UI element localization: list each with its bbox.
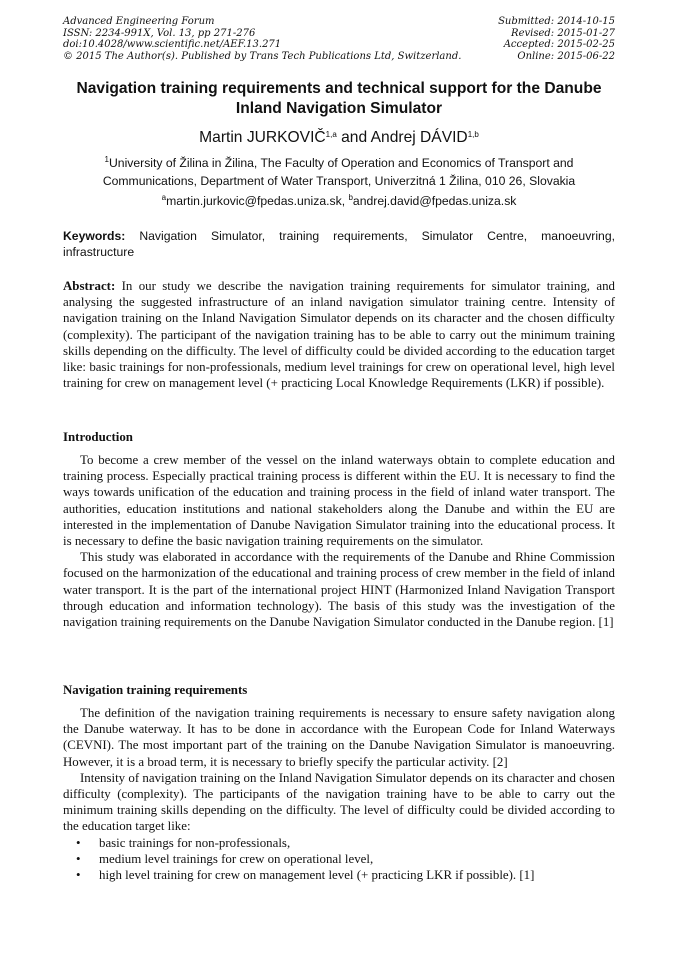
author-2-affil-mark: 1,b [467, 130, 479, 139]
author-emails [63, 193, 615, 209]
list-item-text: medium level trainings for crew on operational level, [99, 851, 374, 866]
bullet-mark: • [76, 835, 81, 850]
author-list [40, 128, 638, 147]
list-item [63, 851, 615, 867]
email-a-mark: a [161, 193, 167, 202]
affiliation-line-2: Communications, Department of Water Transport, Univerzitná 1 Žilina, 010 26, Slovakia [102, 173, 576, 188]
journal-info [63, 16, 463, 62]
bullet-mark: • [76, 851, 81, 866]
author-2-name: Andrej DÁVID [370, 129, 468, 146]
journal-name: Advanced Engineering Forum [63, 16, 215, 27]
affiliation [63, 155, 615, 190]
email-b-mark: b [348, 193, 353, 202]
date-submitted: Submitted: 2014-10-15 [498, 16, 615, 27]
keywords-label: Keywords: [63, 229, 126, 243]
journal-copyright: © 2015 The Author(s). Published by Trans Tech Publications Ltd, Switzerland. [63, 50, 462, 62]
abstract-block [63, 278, 615, 391]
title-line-2: Inland Navigation Simulator [235, 99, 443, 117]
section-heading-introduction: Introduction [63, 430, 133, 444]
email-separator: , [341, 194, 349, 208]
email-a-link[interactable]: martin.jurkovic@fpedas.uniza.sk [166, 194, 342, 208]
date-revised: Revised: 2015-01-27 [511, 27, 615, 39]
affiliation-mark: 1 [104, 155, 109, 164]
keywords-block [63, 228, 615, 260]
navigation-paragraph-1: The definition of the navigation training requirements is necessary to ensure safety navigation along the Danube waterway. It has to be done in accordance with the European Code for Inland Waterways (CEVNI). The most important part of the training on the Danube Navigation Simulator is manoeuvring. However, it is a broad term, it is necessary to briefly specify the particular activity. [2] [63, 706, 615, 769]
training-level-list [63, 835, 615, 884]
author-conjunction: and [336, 129, 371, 146]
author-1-name: Martin JURKOVIČ [199, 129, 326, 146]
introduction-paragraph-1: To become a crew member of the vessel on the inland waterways obtain to complete education and training process. Especially practical training process is different within the EU. It is necessary to find the ways towards unification of the education and training process in the field of inland water transport. The authorities, education institutions and national stakeholders along the Danube and within the EU are interested in the implementation of Danube Navigation Simulator training into the educational process. It is necessary to define the basic navigation training requirements on the simulator. [63, 453, 615, 549]
navigation-paragraph-2: Intensity of navigation training on the Inland Navigation Simulator depends on its character and chosen difficulty (complexity). The participants of the navigation training have to be able to carry out the minimum training skills depending on the difficulty. The level of difficulty could be divided according to the education target like: [63, 770, 615, 834]
introduction-section [63, 452, 615, 630]
date-accepted: Accepted: 2015-02-25 [503, 39, 615, 51]
journal-doi: doi:10.4028/www.scientific.net/AEF.13.271 [63, 39, 282, 51]
abstract-label: Abstract: [63, 279, 116, 293]
affiliation-line-1: University of Žilina in Žilina, The Faculty of Operation and Economics of Transport and [108, 156, 574, 170]
bullet-mark: • [76, 868, 81, 883]
email-b-link[interactable]: andrej.david@fpedas.uniza.sk [352, 194, 517, 208]
paper-title [40, 79, 638, 118]
list-item-text: basic trainings for non-professionals, [99, 835, 291, 850]
list-item [63, 867, 615, 883]
list-item-text: high level training for crew on management level (+ practicing LKR if possible). [1] [99, 868, 535, 883]
journal-issn: ISSN: 2234-991X, Vol. 13, pp 271-276 [63, 27, 256, 39]
abstract-text: In our study we describe the navigation training requirements for simulator training, and analysing the suggested infrastructure of an inland navigation simulator training centre. Intensity of navigation training on the Inland Navigation Simulator depends on its character and the chosen difficulty (complexity). The participant of the navigation training has to be able to carry out the minimum training skills depending on the difficulty. The level of difficulty could be divided according to the education target like: basic trainings for non-professionals, medium level trainings for crew on operational level, high level training for crew on management level (+ practicing Local Knowledge Requirements (LKR) if possible). [63, 279, 615, 391]
list-item [63, 835, 615, 851]
publication-dates [435, 16, 615, 62]
navigation-section [63, 705, 615, 883]
date-online: Online: 2015-06-22 [517, 50, 615, 62]
title-line-1: Navigation training requirements and technical support for the Danube [76, 80, 602, 97]
author-1-affil-mark: 1,a [325, 130, 337, 139]
introduction-paragraph-2: This study was elaborated in accordance with the requirements of the Danube and Rhine Commission focused on the harmonization of the educational and training process of crew member in the field of inland water transport. It is the part of the international project HINT (Harmonized Inland Navigation Transport through education and information technology). The basis of this study was the investigation of the navigation training requirements on the Danube Navigation Simulator conducted in the Danube region. [1] [63, 550, 615, 630]
keywords-text: Navigation Simulator, training requirements, Simulator Centre, manoeuvring, infrastructure [63, 229, 615, 259]
section-heading-navigation: Navigation training requirements [63, 683, 248, 697]
